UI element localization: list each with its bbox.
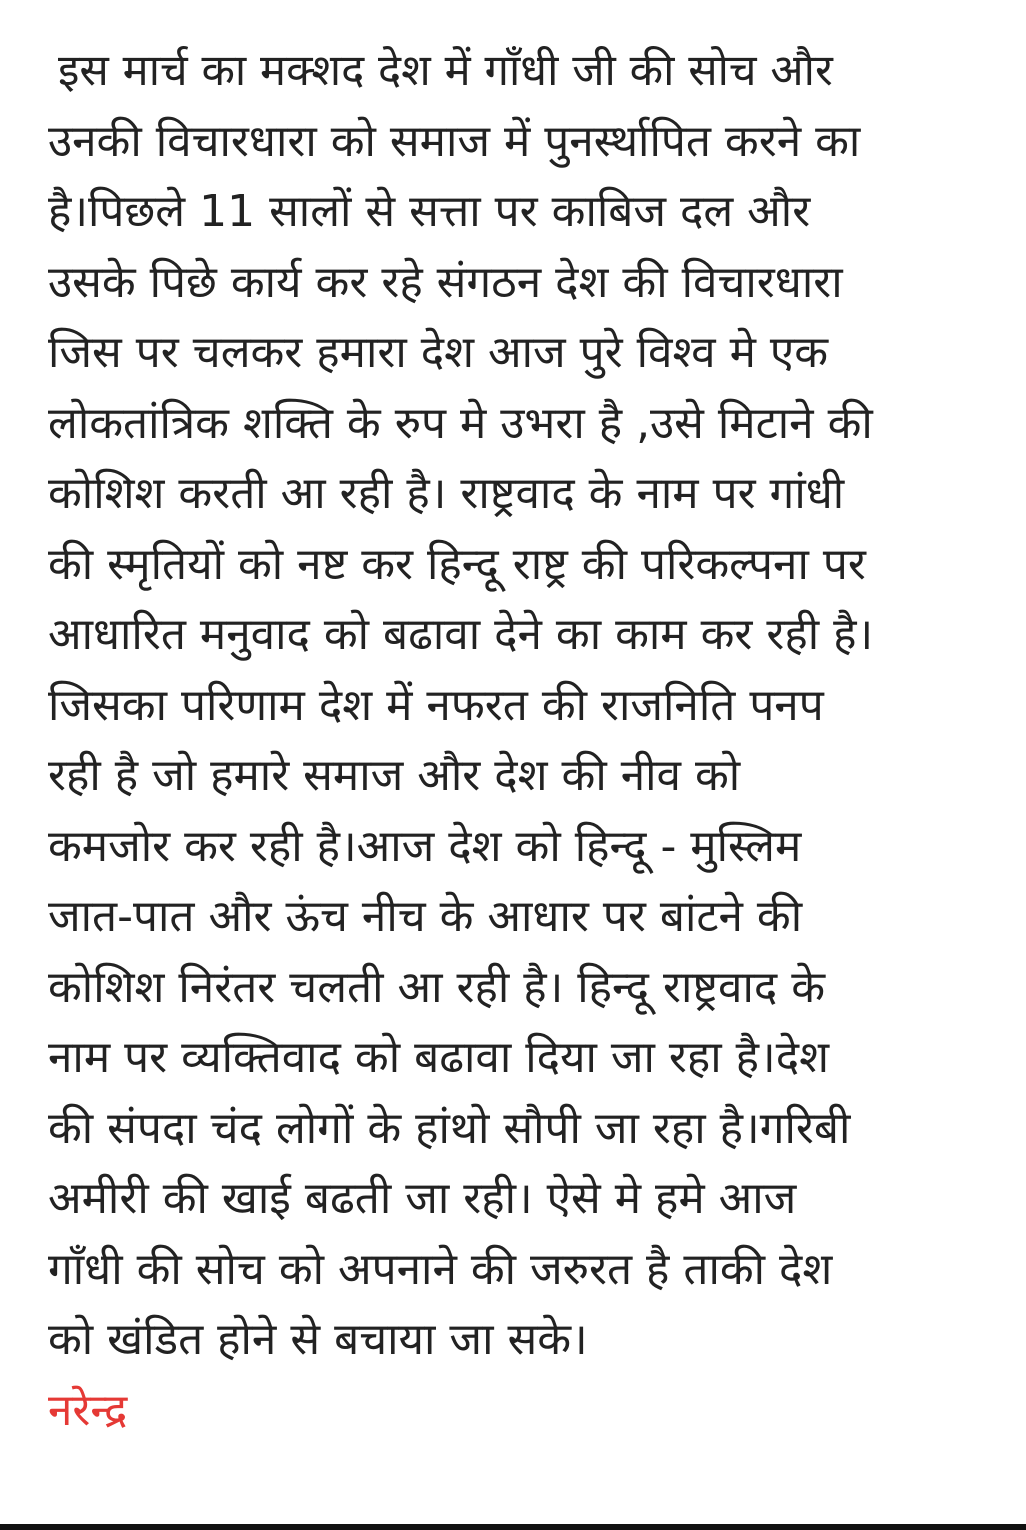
text-line-5: जिस पर चलकर हमारा देश आज पुरे विश्व मे एक (48, 327, 829, 378)
text-line-8: की स्मृतियों को नष्ट कर हिन्दू राष्ट्र की परिकल्पना पर (48, 538, 866, 590)
text-line-14: कोशिश निरंतर चलती आ रही है। हिन्दू राष्ट्रवाद के (48, 961, 826, 1013)
text-line-2: उनकी विचारधारा को समाज में पुनर्स्थापित करने का (48, 115, 861, 167)
text-line-7: कोशिश करती आ रही है। राष्ट्रवाद के नाम पर गांधी (48, 468, 845, 519)
text-line-6: लोकतांत्रिक शक्ति के रुप मे उभरा है ,उसे मिटाने की (48, 397, 873, 449)
text-line-9: आधारित मनुवाद को बढावा देने का काम कर रही है। (48, 609, 874, 660)
text-line-12: कमजोर कर रही है।आज देश को हिन्दू - मुस्लिम (48, 820, 802, 872)
text-line-19: को खंडित होने से बचाया जा सके। (48, 1314, 588, 1365)
article-body (48, 36, 1023, 1446)
bottom-divider-bar (0, 1524, 1026, 1530)
text-line-11: रही है जो हमारे समाज और देश की नीव को (48, 750, 741, 801)
text-line-13: जात-पात और ऊंच नीच के आधार पर बांटने की (48, 891, 803, 942)
text-line-17: अमीरी की खाई बढती जा रही। ऐसे मे हमे आज (48, 1173, 797, 1224)
text-line-1: इस मार्च का मक्शद देश में गाँधी जी की सोच और (58, 46, 833, 96)
text-line-16: की संपदा चंद लोगों के हांथो सौपी जा रहा है।गरिबी (48, 1102, 851, 1154)
text-line-18: गाँधी की सोच को अपनाने की जरुरत है ताकी देश (48, 1243, 833, 1295)
text-line-4: उसके पिछे कार्य कर रहे संगठन देश की विचारधारा (48, 256, 843, 308)
text-line-3: है।पिछले 11 सालों से सत्ता पर काबिज दल और (48, 186, 811, 237)
text-line-10: जिसका परिणाम देश में नफरत की राजनिति पनप (48, 679, 824, 731)
author-signature: नरेन्द्र (48, 1384, 128, 1436)
text-line-15: नाम पर व्यक्तिवाद को बढावा दिया जा रहा है।देश (48, 1032, 829, 1083)
